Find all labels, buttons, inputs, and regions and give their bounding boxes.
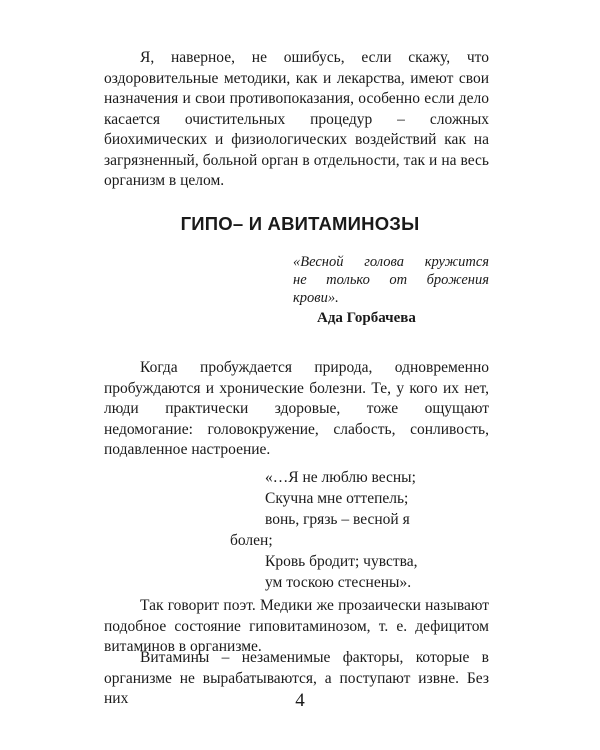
epigraph [293, 253, 489, 327]
poem-line: Кровь бродит; чувства, [265, 553, 418, 570]
poem-quote [230, 467, 490, 593]
poem-line: болен; [230, 532, 273, 549]
epigraph-line-1: «Весной голова кружится [293, 254, 489, 270]
poem-line: Скучна мне оттепель; [265, 490, 409, 507]
poem-line: ум тоскою стеснены». [265, 574, 412, 591]
poem-line: вонь, грязь – весной я [265, 511, 410, 528]
paragraph-intro: Я, наверное, не ошибусь, если скажу, что оздоровительные методики, как и лекарства, имеют свои назначения и свои противопоказания, особенно если дело касается очистительных процедур – сложных биохимических и физиологических воздействий как на загрязненный, больной орган в отдельности, так и на весь организм в целом. [104, 49, 489, 189]
paragraph-poet: Так говорит поэт. Медики же прозаически называют подобное состояние гиповитаминозом, т. е. дефицитом витаминов в организме. [104, 597, 489, 655]
epigraph-author: Ада Горбачева [317, 310, 416, 326]
epigraph-line-2: не только от брожения крови». [293, 272, 489, 306]
page-number: 4 [295, 690, 305, 711]
paragraph-vitamins: Витамины – незаменимые факторы, которые в организме не вырабатываются, а поступают извне. Без них [104, 649, 489, 707]
section-title: ГИПО– И АВИТАМИНОЗЫ [180, 213, 420, 234]
poem-line: «…Я не люблю весны; [265, 469, 416, 486]
paragraph-spring: Когда пробуждается природа, одновременно пробуждаются и хронические болезни. Те, у кого их нет, люди практически здоровые, тоже ощущают недомогание: головокружение, слабость, сонливость, подавленное настроение. [104, 359, 489, 458]
